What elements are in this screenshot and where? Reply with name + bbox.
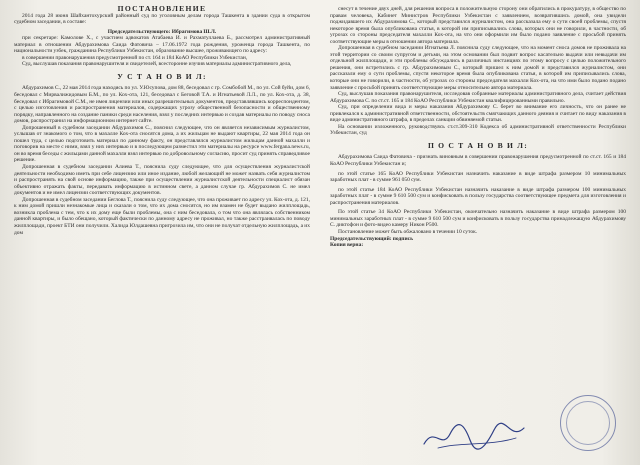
verdict-paragraph-4: По этой статье 34 КоАО Республики Узбекистан, окончательно назначить наказание в виде штрафа размером 100 минимальных заработных плат - в сумме 9 610 500 сум и конфисковать в пользу государства принадлежащую Абдурахимову С. диктофон и фото-видео камеру Никон Р500. [330,209,626,229]
ruling-heading: ПОСТАНОВЛЕНИЕ [117,4,207,13]
court-heard-paragraph: Суд, выслушав показания правонарушителя и свидетелей, всесторонне изучив материалы административного дела, [22,61,292,68]
court-stamp-seal [560,395,616,451]
established-heading: У С Т А Н О В И Л: [117,71,207,81]
established-paragraph-1: Абдурахимов С., 22 мая 2014 года находясь по ул. У.Юсупова, дом 88, беседовал с гр. Сомбобой М., по ул. Сой буйи, дом 6, беседовал с Мирвалижидовым Б.М., по ул. Кох-ота, 121, беседовал с Беговой Т.А. и Игнатьевой Л.Л., по ул. Кох-ота, д. 38, беседовал с Ибрагимовой С.М., не имея лицензии или иных разрешительных документов, представлявшись корреспондентом, с целью изготовления и распространения материалов, содержащих угрозу общественной безопасности и общественному порядку, направленного на создание паники среди населения, взял у последних интервью и создав материалы по поводу сноса домов, распространил на информационном интернет сайте. [14,85,310,125]
chairman-line: Председательствующего: Ибрагимова Ш.Л. [107,28,217,35]
appeal-notice: Постановление может быть обжаловано в течении 10 суток. [338,228,478,235]
verdict-paragraph-3: по этой статье 184 КоАО Республики Узбекистан назначить наказание в виде штрафа размером 100 минимальных заработных плат - в сумме 9 610 500 сум и конфисковать в пользу государства соответствующее предмета для изготовления и распространения материалов. [330,186,626,206]
established-paragraph-2: Допрошенный в судебном заседании Абдурахимов С., пояснил следующее, что он является независимым журналистом, услышав от знакомого о том, что в махалле Кох-ота сносятся дома, а их жильцам не выдают квартиры, 22 мая 2014 года он пошел туда, с целью подготовить материал по данному факту, он представлялся журналистом жильцам данной махалли и поговорив на месте с ними, взял у них интервью и в последующем разместил эти материалы на ресурсе www.fergana.news.ru, он во время беседы с жильцами данной махалли взял интервью по добровольному согласию, просит суд принять справедливое решение. [14,124,310,164]
secretary-paragraph: при секретаре: Камолове Х., с участием адвокатов Атабаева И. и Рахматуллаева Б., рассмотрел административный материал в отношении Абдурахимова Саида Фатовича – 17.06.1972 года рождения, уроженца города Ташкента, по национальности узбек, гражданина Республики Узбекистан, образование высшее, проживающего по адресу: [14,35,310,55]
chairman-signature-line: Председательствующий: подпись [330,235,413,242]
left-column [14,6,310,236]
verdict-paragraph-1: Абдурахимова Саида Фатовича - признать виновным в совершении правонарушения предусмотренной по ст.ст. 165 и 184 КоАО Республики Узбекистан и; [330,154,626,168]
copy-certified-line: Копия верна: [330,242,364,249]
charge-paragraph: в совершении правонарушения предусмотренной по ст. 164 и 184 КоАО Республики Узбекистан, [22,54,248,61]
testimony-paragraph-2: Допрошенная в судебном заседании Игнатьева Л. пояснила суду следующее, что на момент сноса домов не проживала на этой территории со своим супругом и детьми, на этом основании был подвит вопрос касательно выдачи или невыдачи им отдельной жилплощади, и эти проблемы обсуждались в различных инстанциях по этому вопросу с целью положительного решения, они встретились с гр. Абдурахимовым С., который пришел к ним домой и представился журналистом, они рассказали ему о сути проблемы, спустя некоторое время была опубликована статья, в которой им приписывались слова, которые они не говорили, в частности, об угрозах со стороны председателя махалли Кох-ота, на что ими было подано подано заявление с просьбой принять соответствующие меры относительно автора материала. [330,45,626,91]
penalty-reasoning-paragraph: Суд, при определении вида и меры наказания Абдурахимову С. берет во внимание его личность, что он ранее не привлекался к административной ответственности, обстоятельств смягчающих данного деяния и считает по виду наказания в виде административного штрафа, в пределах санкции обвиняемой статьи. [330,104,626,124]
assessment-paragraph: Суд, выслушав показания правонарушителя, исследовав собранные материалы административного дела, считает действия Абдурахимова С. по ст.ст. 165 и 184 КоАО Республики Узбекистан квалифицированными правильно. [330,91,626,104]
handwritten-signature [420,420,530,454]
legal-basis-paragraph: На основании изложенного, руководствуясь ст.ст.309-310 Кодекса об административной ответственности Республики Узбекистан, суд [330,123,626,137]
decided-heading: П О С Т А Н О В И Л: [427,140,529,150]
established-paragraph-3: Допрошенная в судебном заседании Алиева Т., пояснила суду следующее, что для осуществления журналистской деятельности необходимо иметь при себе лицензию или иное издание, любой желающий не может назвать себя журналистом и распространять на свой основе информацию, также при осуществлении журналистской деятельности специалист обязан объективно отражать факты, передавать информацию в истинном свете, а данном случае гр. Абдурахимов С. не имел документов и не имел лицензии соответствующих документов. [14,164,310,197]
verdict-paragraph-2: по этой статье 165 КоАО Республики Узбекистан назначить наказание в виде штрафа размером 10 минимальных заработных плат - в сумме 961 050 сум. [330,170,626,184]
intro-paragraph: 2014 года 28 июня Шайхантохурский районный суд по уголовным делам города Ташкента в здании суда в открытом судебном заседании, в составе: [14,12,310,26]
testimony-paragraph-1: снесут в течение двух дней, для решения вопроса в положительную сторону они обратились в прокуратуру, в общество по правам человека, Кабинет Министров Республики Узбекистан с заявлением, возвратившись домой, она увидели поджидавшего их Абдурахимова С., который представился журналистом, она рассказала ему о сути своей проблемы, спустя некоторое время была опубликована статья, в которой им приписывались слова, которых они не говорили, в частности, об угрозах со стороны председателя махалли Кох-ота, на что они оформили им было подано заявление с просьбой принять соответствующие меры в отношении автора материала. [330,6,626,45]
established-paragraph-4: Допрошенная в судебном заседании Беглова Т., пояснила суду следующее, что она проживает по адресу ул. Кох-ота, д. 121, к ним домой пришли незнакомые лица и сказали о том, что их дома сносятся, но им взамен не будет выдано жилплощадь, возникла проблема с тем, что к их дому еще были проблемы, она с ним беседовала, о том что она являлась собственником данной квартиры, и было обещано, который фактически по данному адресу не проживал, но также расстраивалась по поводу жилплощади, проект БТИ они получили. Халида Юлдашевна пригрозила им, что они не получат отдельную жилплощадь, а их дом [14,196,310,236]
right-column [330,6,626,249]
